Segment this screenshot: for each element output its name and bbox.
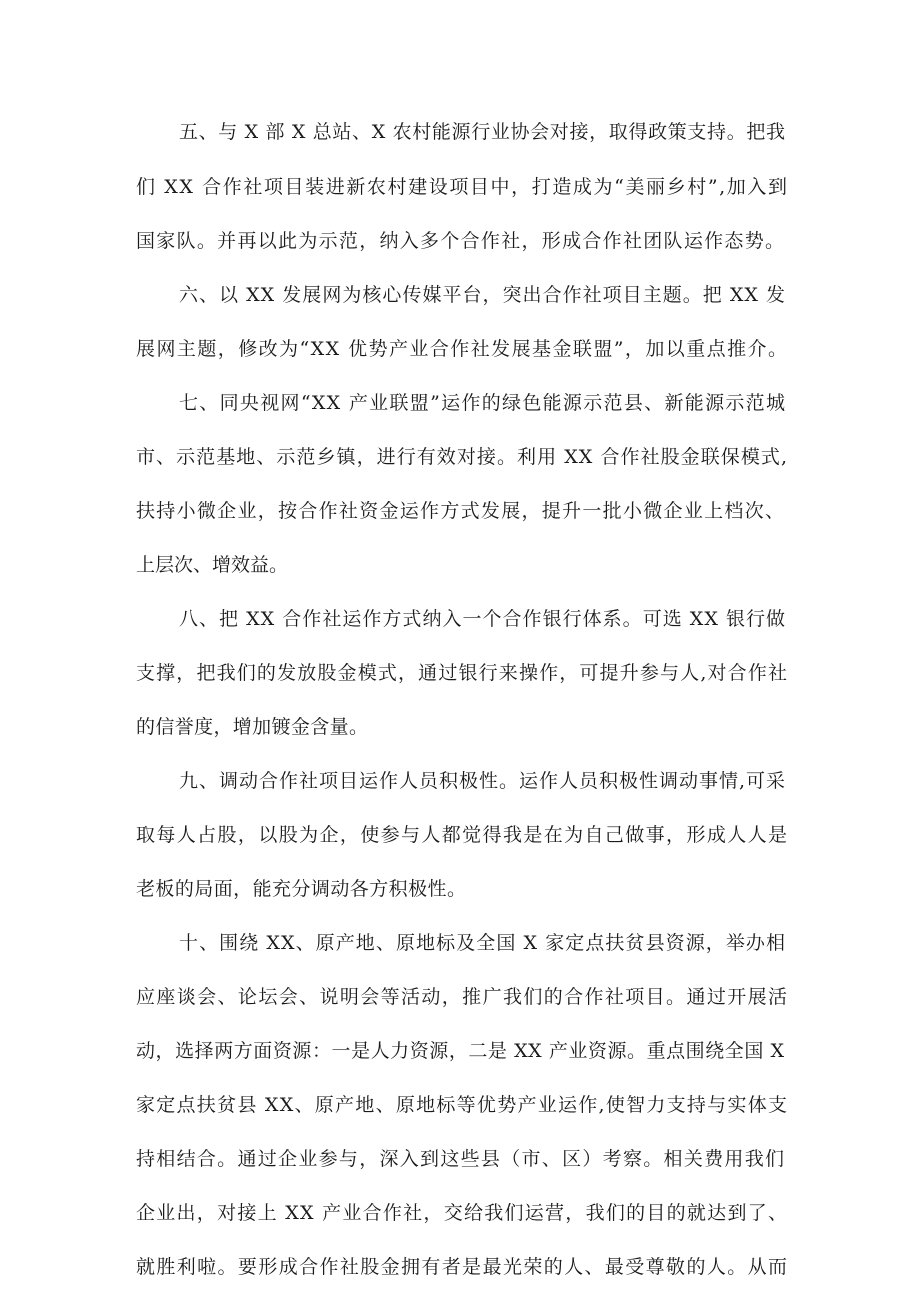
paragraph-10-line-7: 就胜利啦。要形成合作社股金拥有者是最光荣的人、最受尊敬的人。从而 <box>136 1256 789 1278</box>
paragraph-7-line-2: 市、示范基地、示范乡镇，进行有效对接。利用 XX 合作社股金联保模式, <box>136 446 789 468</box>
paragraph-9-line-2: 取每人占股，以股为企，使参与人都觉得我是在为自己做事，形成人人是 <box>136 824 789 846</box>
paragraph-10-line-3: 动，选择两方面资源：一是人力资源，二是 XX 产业资源。重点围绕全国 X <box>136 1040 785 1062</box>
paragraph-6-line-1: 六、以 XX 发展网为核心传媒平台，突出合作社项目主题。把 XX 发 <box>179 284 787 306</box>
paragraph-10-line-2: 应座谈会、论坛会、说明会等活动，推广我们的合作社项目。通过开展活 <box>136 986 789 1008</box>
paragraph-10-line-4: 家定点扶贫县 XX、原产地、原地标等优势产业运作,使智力支持与实体支 <box>136 1094 789 1116</box>
paragraph-10-line-1: 十、围绕 XX、原产地、原地标及全国 X 家定点扶贫县资源，举办相 <box>179 932 787 954</box>
paragraph-5-line-1: 五、与 X 部 X 总站、X 农村能源行业协会对接，取得政策支持。把我 <box>179 121 786 143</box>
paragraph-10-line-6: 企业出，对接上 XX 产业合作社，交给我们运营，我们的目的就达到了、 <box>136 1202 789 1224</box>
paragraph-7-line-1: 七、同央视网“XX 产业联盟”运作的绿色能源示范县、新能源示范城 <box>179 392 787 414</box>
paragraph-5-line-3: 国家队。并再以此为示范，纳入多个合作社，形成合作社团队运作态势。 <box>136 230 786 252</box>
paragraph-8-line-1: 八、把 XX 合作社运作方式纳入一个合作银行体系。可选 XX 银行做 <box>179 608 787 630</box>
paragraph-9-line-1: 九、调动合作社项目运作人员积极性。运作人员积极性调动事情,可采 <box>179 770 786 792</box>
paragraph-8-line-2: 支撑，把我们的发放股金模式，通过银行来操作，可提升参与人,对合作社 <box>136 662 789 684</box>
paragraph-10-line-5: 持相结合。通过企业参与，深入到这些县（市、区）考察。相关费用我们 <box>136 1148 786 1170</box>
paragraph-6-line-2: 展网主题，修改为“XX 优势产业合作社发展基金联盟”，加以重点推介。 <box>136 338 789 360</box>
paragraph-9-line-3: 老板的局面，能充分调动各方积极性。 <box>136 878 467 900</box>
paragraph-8-line-3: 的信誉度，增加镀金含量。 <box>136 716 369 738</box>
paragraph-7-line-3: 扶持小微企业，按合作社资金运作方式发展，提升一批小微企业上档次、 <box>136 500 786 522</box>
paragraph-7-line-4: 上层次、增效益。 <box>136 554 288 576</box>
paragraph-5-line-2: 们 XX 合作社项目装进新农村建设项目中，打造成为“美丽乡村”,加入到 <box>136 176 789 198</box>
